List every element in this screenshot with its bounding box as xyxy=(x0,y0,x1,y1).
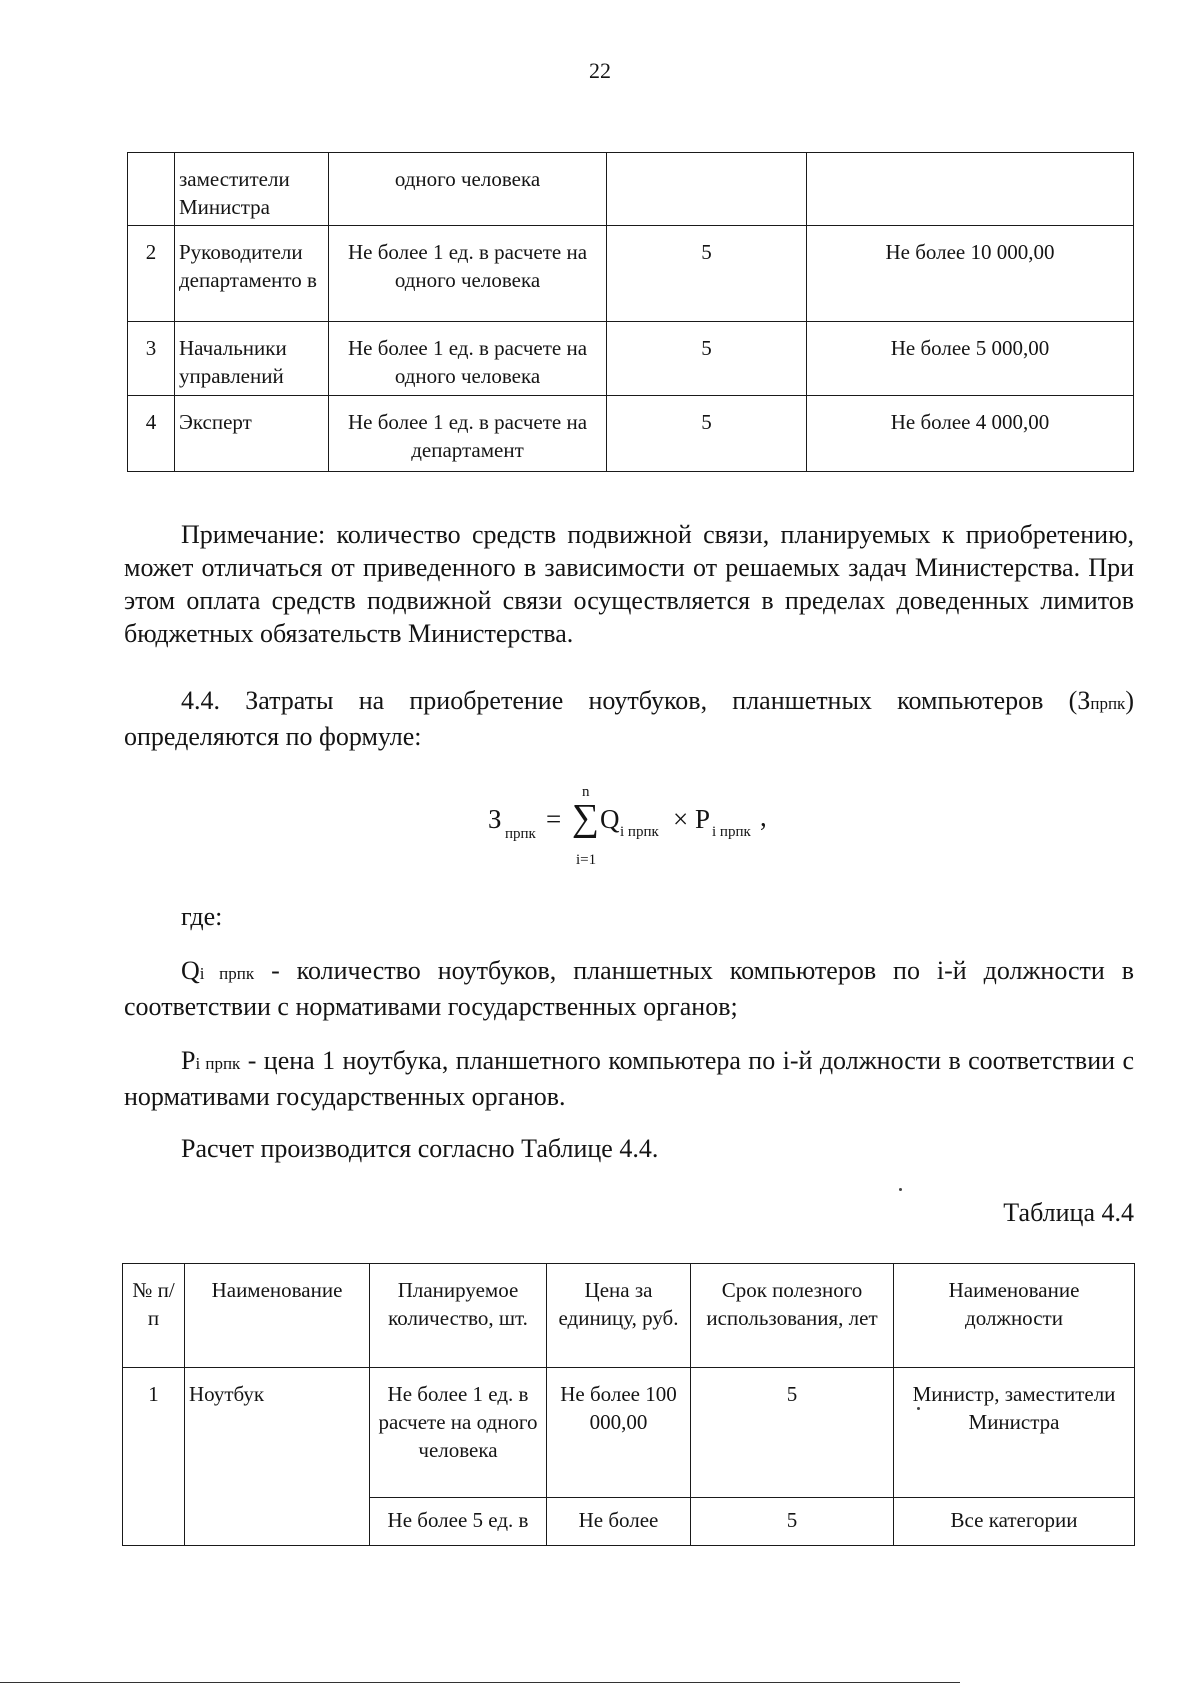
formula-lhs: З xyxy=(488,804,502,834)
formula-equals: = xyxy=(546,804,562,834)
quantity-cell: Не более 1 ед. в расчете на департамент xyxy=(329,396,607,472)
row-number: 2 xyxy=(128,226,175,322)
where-label: где: xyxy=(181,902,223,931)
position-cell: заместители Министра xyxy=(175,153,329,226)
quantity-cell: одного человека xyxy=(329,153,607,226)
table-header-row xyxy=(123,1264,1135,1368)
table-row xyxy=(128,322,1134,396)
note-paragraph: Примечание: количество средств подвижной связи, планируемых к приобретению, может отличаться от приведенного в зависимости от решаемых задач Министерства. При этом оплата средств подвижной связи осуществляется в пределах доведенных лимитов бюджетных обязательств Министерства. xyxy=(124,520,1134,648)
column-header: Наименование должности xyxy=(894,1264,1135,1368)
price-cell: Не более 100 000,00 xyxy=(547,1368,691,1498)
column-header: № п/п xyxy=(123,1264,185,1368)
position-cell: Все категории xyxy=(894,1498,1135,1546)
quantity-cell: Не более 5 ед. в xyxy=(370,1498,547,1546)
definition-text: - количество ноутбуков, планшетных компьютеров по i-й должности в соответствии с нормативами государственных органов; xyxy=(124,956,1134,1021)
formula-p-sub: i прпк xyxy=(712,824,751,840)
price-cell: Не более 5 000,00 xyxy=(807,322,1134,396)
definition-sub: i прпк xyxy=(195,1054,241,1073)
name-cell: Ноутбук xyxy=(185,1368,370,1546)
formula-sum-lower: i=1 xyxy=(576,852,597,868)
formula-lhs-sub: прпк xyxy=(505,826,536,842)
price-cell: Не более 10 000,00 xyxy=(807,226,1134,322)
scan-speck xyxy=(899,1188,902,1191)
table-row xyxy=(128,396,1134,472)
section-text-after: ) определяются по формуле: xyxy=(124,686,1134,751)
term-cell: 5 xyxy=(607,396,807,472)
definition-symbol: P xyxy=(181,1046,196,1075)
definition-p xyxy=(124,1044,1134,1113)
section-paragraph xyxy=(124,684,1134,753)
definition-text: - цена 1 ноутбука, планшетного компьютера по i-й должности в соответствии с нормативами государственных органов. xyxy=(124,1046,1134,1111)
column-header: Срок полезного использования, лет xyxy=(691,1264,894,1368)
term-cell: 5 xyxy=(691,1498,894,1546)
table-row xyxy=(128,153,1134,226)
term-cell: 5 xyxy=(691,1368,894,1498)
bottom-rule xyxy=(0,1682,960,1683)
section-subscript: прпк xyxy=(1090,694,1126,713)
page-number: 22 xyxy=(589,58,611,83)
table-caption: Таблица 4.4 xyxy=(1003,1198,1134,1227)
definition-q xyxy=(124,954,1134,1023)
price-cell: Не более 4 000,00 xyxy=(807,396,1134,472)
formula-sum-upper: n xyxy=(582,784,590,800)
row-number xyxy=(128,153,175,226)
term-cell: 5 xyxy=(607,322,807,396)
column-header: Цена за единицу, руб. xyxy=(547,1264,691,1368)
position-cell: Эксперт xyxy=(175,396,329,472)
sigma-icon: ∑ xyxy=(572,797,600,839)
table-4-4 xyxy=(122,1263,1135,1546)
formula-comma: , xyxy=(760,802,767,832)
position-cell: Начальники управлений xyxy=(175,322,329,396)
table-row xyxy=(128,226,1134,322)
quantity-cell: Не более 1 ед. в расчете на одного человека xyxy=(329,226,607,322)
table-row xyxy=(123,1368,1135,1498)
quantity-cell: Не более 1 ед. в расчете на одного человека xyxy=(370,1368,547,1498)
section-text-before: 4.4. Затраты на приобретение ноутбуков, планшетных компьютеров (З xyxy=(181,686,1091,715)
formula-times: × xyxy=(673,804,689,834)
quantity-cell: Не более 1 ед. в расчете на одного человека xyxy=(329,322,607,396)
definition-sub: i прпк xyxy=(199,964,255,983)
definition-symbol: Q xyxy=(181,956,200,985)
row-number: 3 xyxy=(128,322,175,396)
term-cell xyxy=(607,153,807,226)
cost-formula xyxy=(488,784,808,878)
table-continued xyxy=(127,152,1134,472)
formula-p: P xyxy=(695,804,711,834)
calc-note: Расчет производится согласно Таблице 4.4. xyxy=(181,1134,659,1163)
column-header: Планируемое количество, шт. xyxy=(370,1264,547,1368)
term-cell: 5 xyxy=(607,226,807,322)
position-cell: Министр, заместители Министра xyxy=(894,1368,1135,1498)
formula-q-sub: i прпк xyxy=(620,824,659,840)
column-header: Наименование xyxy=(185,1264,370,1368)
price-cell xyxy=(807,153,1134,226)
price-cell: Не более xyxy=(547,1498,691,1546)
row-number: 4 xyxy=(128,396,175,472)
position-cell: Руководители департаменто в xyxy=(175,226,329,322)
scan-speck xyxy=(917,1407,920,1410)
row-number: 1 xyxy=(123,1368,185,1546)
formula-q: Q xyxy=(600,804,620,834)
